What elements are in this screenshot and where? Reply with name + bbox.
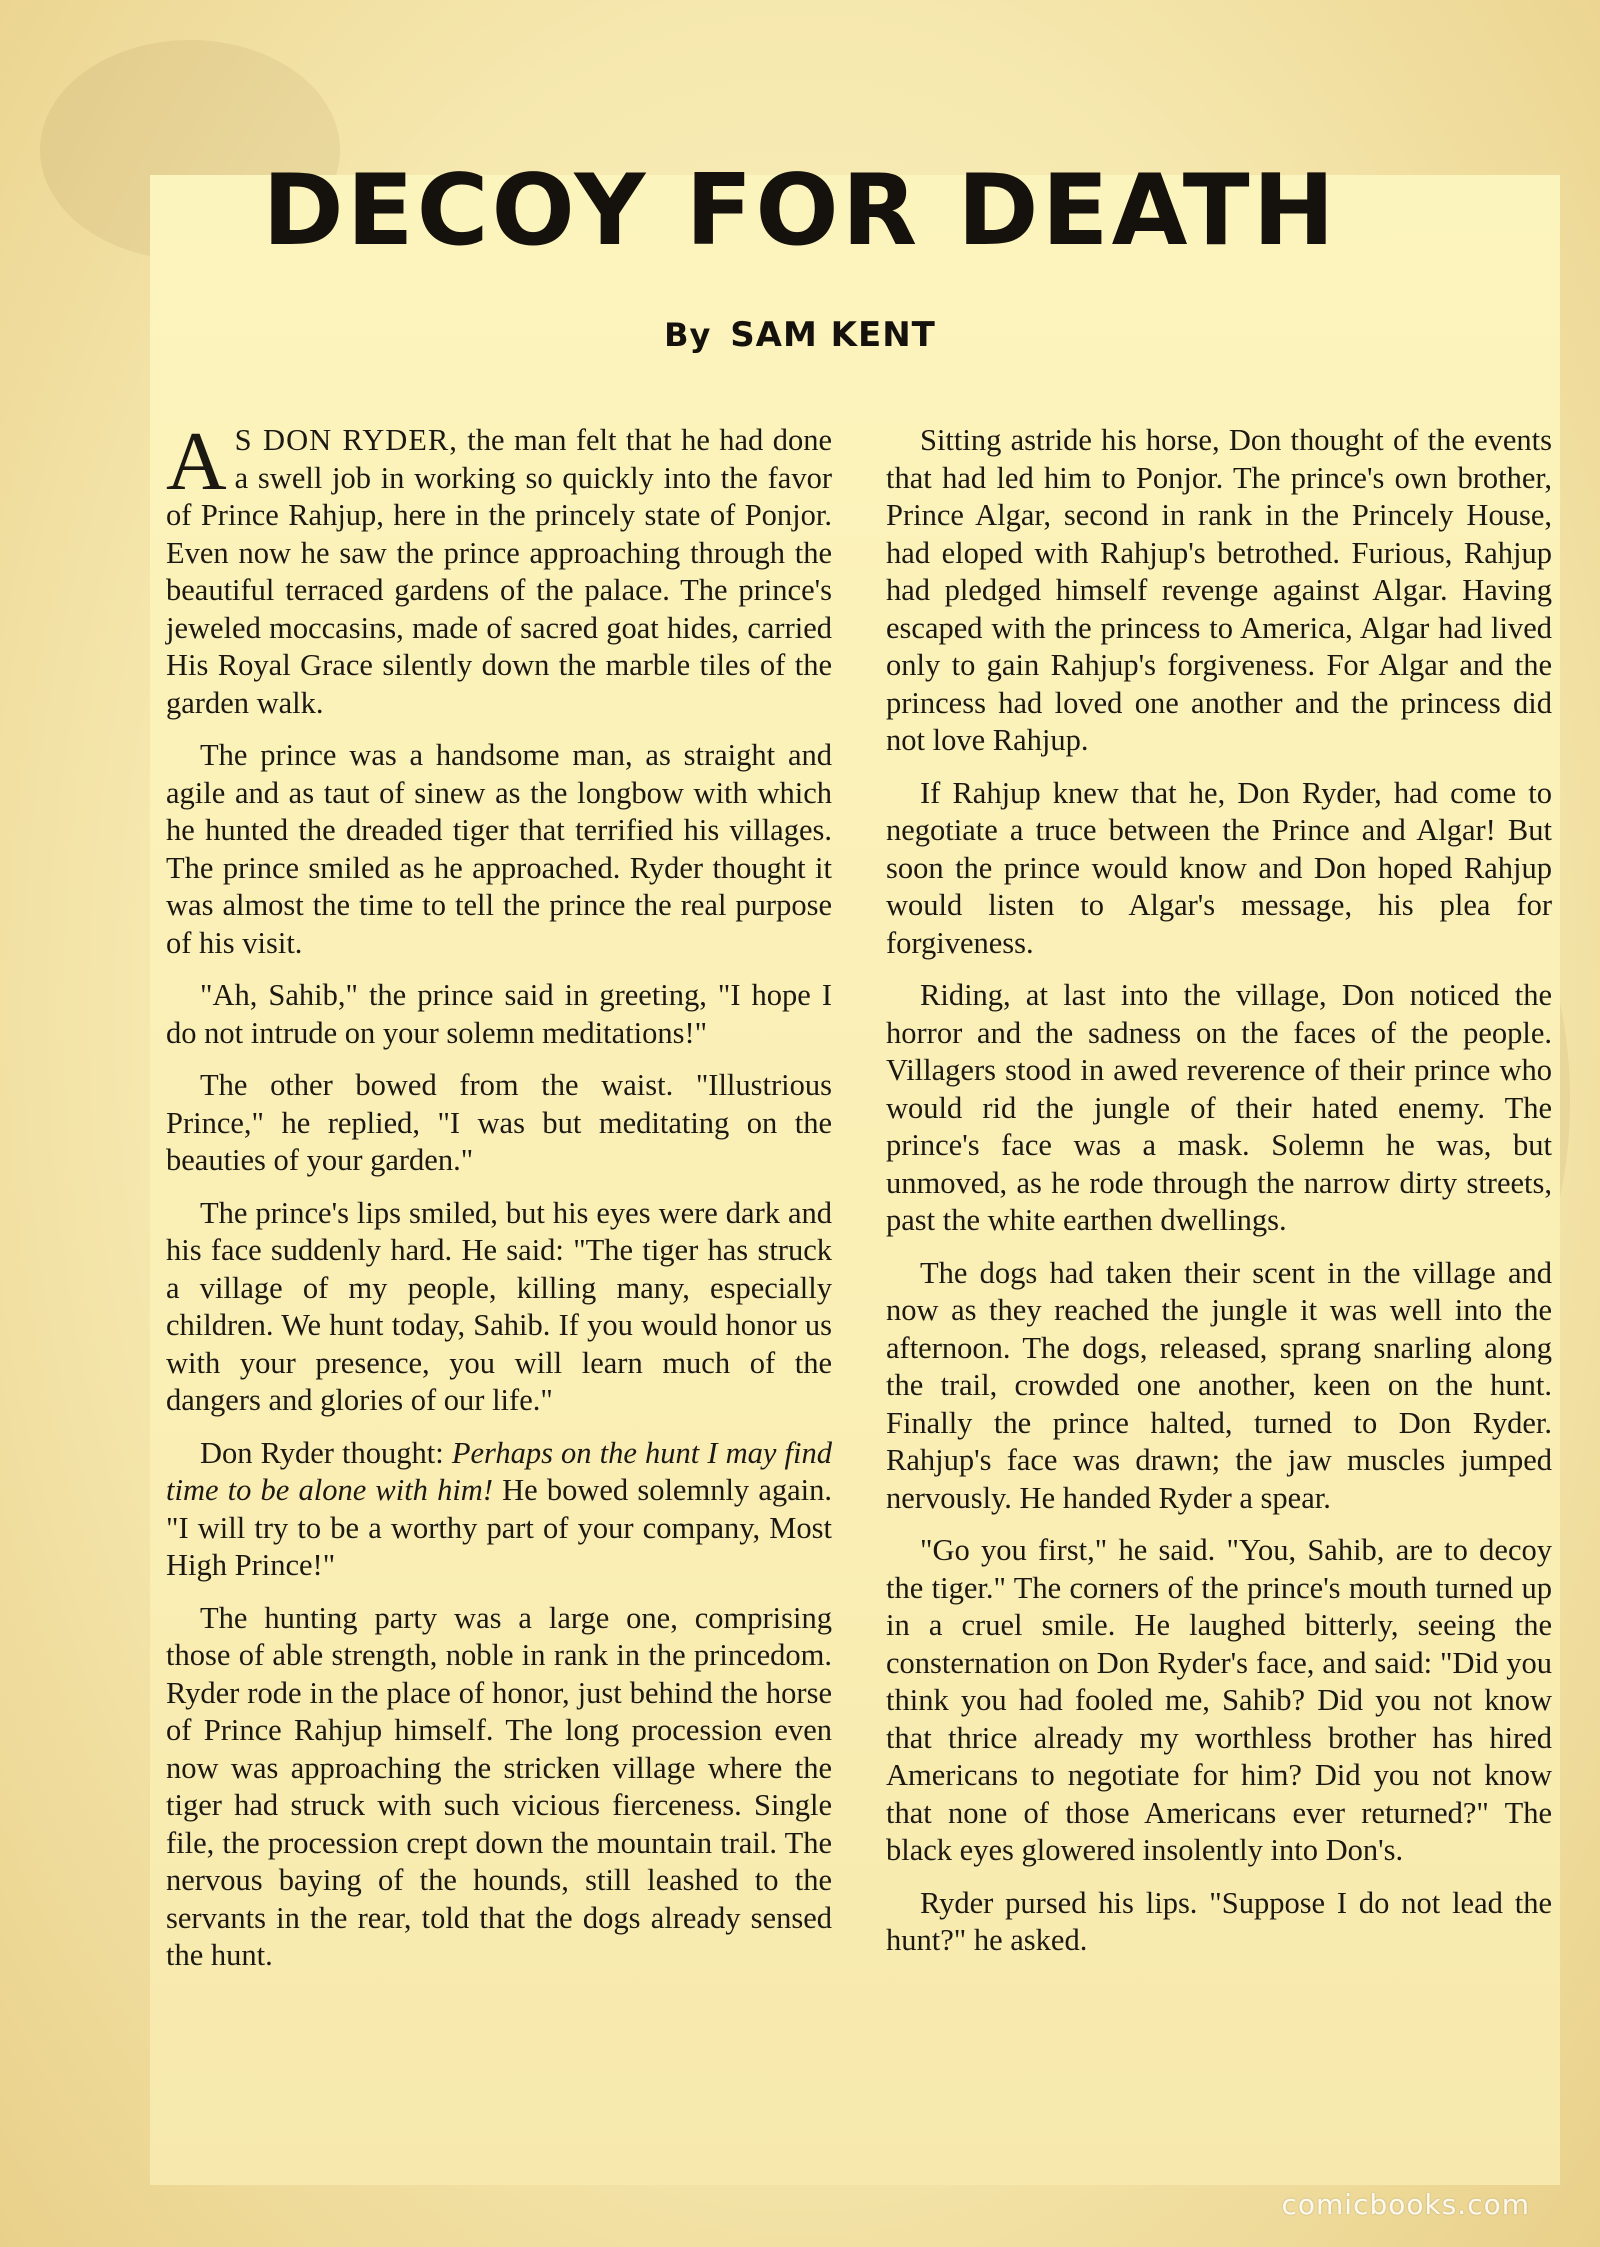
byline <box>0 315 1600 355</box>
byline-author: SAM KENT <box>730 315 936 355</box>
paragraph: Ryder pursed his lips. "Suppose I do not lead the hunt?" he asked. <box>886 1885 1552 1957</box>
paragraph <box>166 415 833 722</box>
paragraph: If Rahjup knew that he, Don Ryder, had come to negotiate a truce between the Prince and Algar! But soon the prince would know and Don hoped Rahjup would listen to Algar's message, his plea for forgiveness. <box>886 775 1552 960</box>
paragraph: "Ah, Sahib," the prince said in greeting, "I hope I do not intrude on your solemn meditations!" <box>166 978 832 1050</box>
article-title: DECOY FOR DEATH <box>262 154 1338 268</box>
paragraph-text: He bowed solemnly again. "I will try to be a worthy part of your company, Most High Prince!" <box>166 1473 832 1582</box>
paragraph-text: Don Ryder thought: <box>200 1435 452 1470</box>
paragraph: Sitting astride his horse, Don thought of the events that had led him to Ponjor. The prince's own brother, Prince Algar, second in rank in the Princely House, had eloped with Rahjup's betrothed. Furious, Rahjup had pledged himself revenge against Algar. Having escaped with the princess to America, Algar had lived only to gain Rahjup's forgiveness. For Algar and the princess had loved one another and the princess did not love Rahjup. <box>886 423 1552 757</box>
paragraph: The hunting party was a large one, comprising those of able strength, noble in rank in the princedom. Ryder rode in the place of honor, just behind the horse of Prince Rahjup himself. The long procession even now was approaching the stricken village where the tiger had struck with such vicious fierceness. Single file, the procession crept down the mountain trail. The nervous baying of the hounds, still leashed to the servants in the rear, told that the dogs already sensed the hunt. <box>166 1600 832 1972</box>
paragraph: "Go you first," he said. "You, Sahib, are to decoy the tiger." The corners of the prince's mouth turned up in a cruel smile. He laughed bitterly, seeing the consternation on Don Ryder's face, and said: "Did you think you had fooled me, Sahib? Did you not know that thrice already my worthless brother has hired Americans to negotiate for him? Did you not know that none of those Americans ever returned?" The black eyes glowered insolently into Don's. <box>886 1533 1552 1867</box>
paragraph: The prince was a handsome man, as straight and agile and as taut of sinew as the longbow with which he hunted the dreaded tiger that terrified his villages. The prince smiled as he approached. Ryder thought it was almost the time to tell the prince the real purpose of his visit. <box>166 738 832 960</box>
byline-prefix: By <box>664 316 712 354</box>
left-column <box>166 415 833 1990</box>
paragraph: The prince's lips smiled, but his eyes were dark and his face suddenly hard. He said: "The tiger has struck a village of my people, killing many, especially children. We hunt today, Sahib. If you would honor us with your presence, you will learn much of the dangers and glories of our life." <box>166 1195 832 1417</box>
paragraph: Riding, at last into the village, Don noticed the horror and the sadness on the faces of the people. Villagers stood in awed reverence of their prince who would rid the jungle of their hated enemy. The prince's face was a mask. Solemn he was, but unmoved, as he rode through the narrow dirty streets, past the white earthen dwellings. <box>886 978 1552 1237</box>
italic-thought: Perhaps on the hunt I may find time to be alone with him! <box>166 1435 832 1507</box>
paragraph: The dogs had taken their scent in the village and now as they reached the jungle it was well into the afternoon. The dogs, released, sprang snarling along the trail, crowded one another, keen on the hunt. Finally the prince halted, turned to Don Ryder. Rahjup's face was drawn; the jaw muscles jumped nervously. He handed Ryder a spear. <box>886 1255 1552 1515</box>
right-column <box>886 422 1552 1975</box>
drop-cap: A <box>166 415 227 508</box>
paragraph <box>166 1435 832 1585</box>
lead-in-caps: S DON RYDER, <box>234 423 458 457</box>
paragraph-text: the man felt that he had done a swell job in working so quickly into the favor of Prince Rahjup, here in the princely state of Ponjor. Even now he saw the prince approaching through the beautiful terraced gardens of the palace. The prince's jeweled moccasins, made of sacred goat hides, carried His Royal Grace silently down the marble tiles of the garden walk. <box>166 423 833 720</box>
watermark: comicbooks.com <box>1281 2188 1530 2221</box>
paragraph: The other bowed from the waist. "Illustrious Prince," he replied, "I was but meditating on the beauties of your garden." <box>166 1068 832 1177</box>
